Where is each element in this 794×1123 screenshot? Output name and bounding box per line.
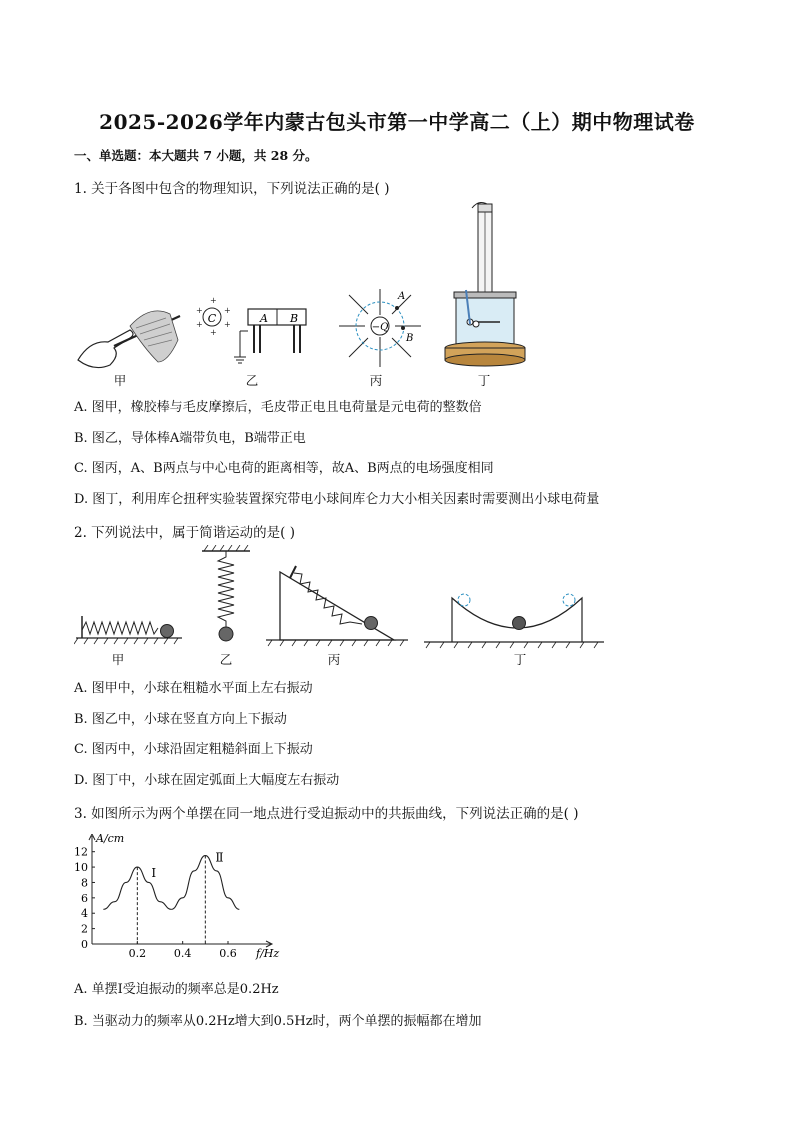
y-tick-label: 4 xyxy=(81,907,88,921)
q1-caption-yi: 乙 xyxy=(245,373,259,388)
rod-b-label: B xyxy=(290,312,299,325)
q1-caption-jia: 甲 xyxy=(113,373,127,388)
svg-text:+: + xyxy=(196,320,203,329)
q2-option-b: B. 图乙中，小球在竖直方向上下振动 xyxy=(74,712,287,727)
q2-figure-bing xyxy=(264,562,410,648)
q2-caption-yi: 乙 xyxy=(219,652,233,667)
x-tick-label: 0.2 xyxy=(128,947,147,960)
question-2-stem: 2. 下列说法中，属于简谐运动的是( ) xyxy=(74,525,295,541)
q2-option-d: D. 图丁中，小球在固定弧面上大幅度左右振动 xyxy=(74,773,340,788)
q2-figure-jia xyxy=(74,612,184,650)
q3-option-b: B. 当驱动力的频率从0.2Hz增大到0.5Hz时，两个单摆的振幅都在增加 xyxy=(74,1014,482,1029)
svg-text:+: + xyxy=(224,306,231,315)
q2-option-c: C. 图丙中，小球沿固定粗糙斜面上下振动 xyxy=(74,742,313,757)
q1-figure-bing xyxy=(335,285,425,371)
section-heading: 一、单选题：本大题共 7 小题，共 28 分。 xyxy=(74,148,318,163)
x-axis-label: f/Hz xyxy=(256,947,280,960)
exam-title: 2025-2026学年内蒙古包头市第一中学高二（上）期中物理试卷 xyxy=(99,110,695,134)
x-tick-label: 0.4 xyxy=(173,947,192,960)
y-tick-label: 10 xyxy=(74,861,88,875)
q1-caption-ding: 丁 xyxy=(477,373,491,388)
charge-q-label: −Q xyxy=(371,322,389,333)
question-3-stem: 3. 如图所示为两个单摆在同一地点进行受迫振动中的共振曲线，下列说法正确的是( ) xyxy=(74,806,579,822)
svg-text:+: + xyxy=(224,320,231,329)
q2-option-a: A. 图甲中，小球在粗糙水平面上左右振动 xyxy=(74,681,313,696)
chart-series xyxy=(103,851,239,944)
q2-figure-ding xyxy=(422,588,606,650)
sphere-c-label: C xyxy=(207,312,217,325)
q1-option-d: D. 图丁，利用库仑扭秤实验装置探究带电小球间库仑力大小相关因素时需要测出小球电荷量 xyxy=(74,492,600,507)
q1-figure-ding xyxy=(440,198,530,368)
y-tick-label: 2 xyxy=(81,922,88,936)
q3-resonance-chart xyxy=(70,834,290,960)
q1-caption-bing: 丙 xyxy=(369,373,383,388)
q2-caption-ding: 丁 xyxy=(513,652,527,667)
point-b-label: B xyxy=(406,333,414,344)
svg-text:+: + xyxy=(210,328,217,337)
q2-caption-jia: 甲 xyxy=(111,652,125,667)
y-tick-label: 6 xyxy=(81,891,88,905)
q1-figure-jia xyxy=(70,300,190,375)
q1-option-a: A. 图甲，橡胶棒与毛皮摩擦后，毛皮带正电且电荷量是元电荷的整数倍 xyxy=(74,400,482,415)
svg-text:+: + xyxy=(210,296,217,305)
q1-option-b: B. 图乙，导体棒A端带负电，B端带正电 xyxy=(74,431,306,446)
question-1-stem: 1. 关于各图中包含的物理知识，下列说法正确的是( ) xyxy=(74,181,390,197)
svg-text:+: + xyxy=(196,306,203,315)
q1-option-c: C. 图丙，A、B两点与中心电荷的距离相等，故A、B两点的电场强度相同 xyxy=(74,461,494,476)
y-tick-label: 12 xyxy=(74,845,88,859)
q1-figure-yi xyxy=(190,295,320,370)
q3-option-a: A. 单摆I受迫振动的频率总是0.2Hz xyxy=(74,982,279,997)
series-label-2: Ⅱ xyxy=(215,850,224,865)
rod-a-label: A xyxy=(260,312,268,325)
q2-caption-bing: 丙 xyxy=(327,652,341,667)
y-tick-label: 8 xyxy=(81,876,88,890)
q2-figure-yi xyxy=(198,545,254,645)
x-tick-label: 0.6 xyxy=(219,947,237,960)
point-a-label: A xyxy=(398,291,406,302)
chart-ticks xyxy=(74,846,237,960)
series-label-1: I xyxy=(151,866,157,881)
y-axis-label: A/cm xyxy=(96,834,125,845)
y-tick-label: 0 xyxy=(81,938,88,951)
